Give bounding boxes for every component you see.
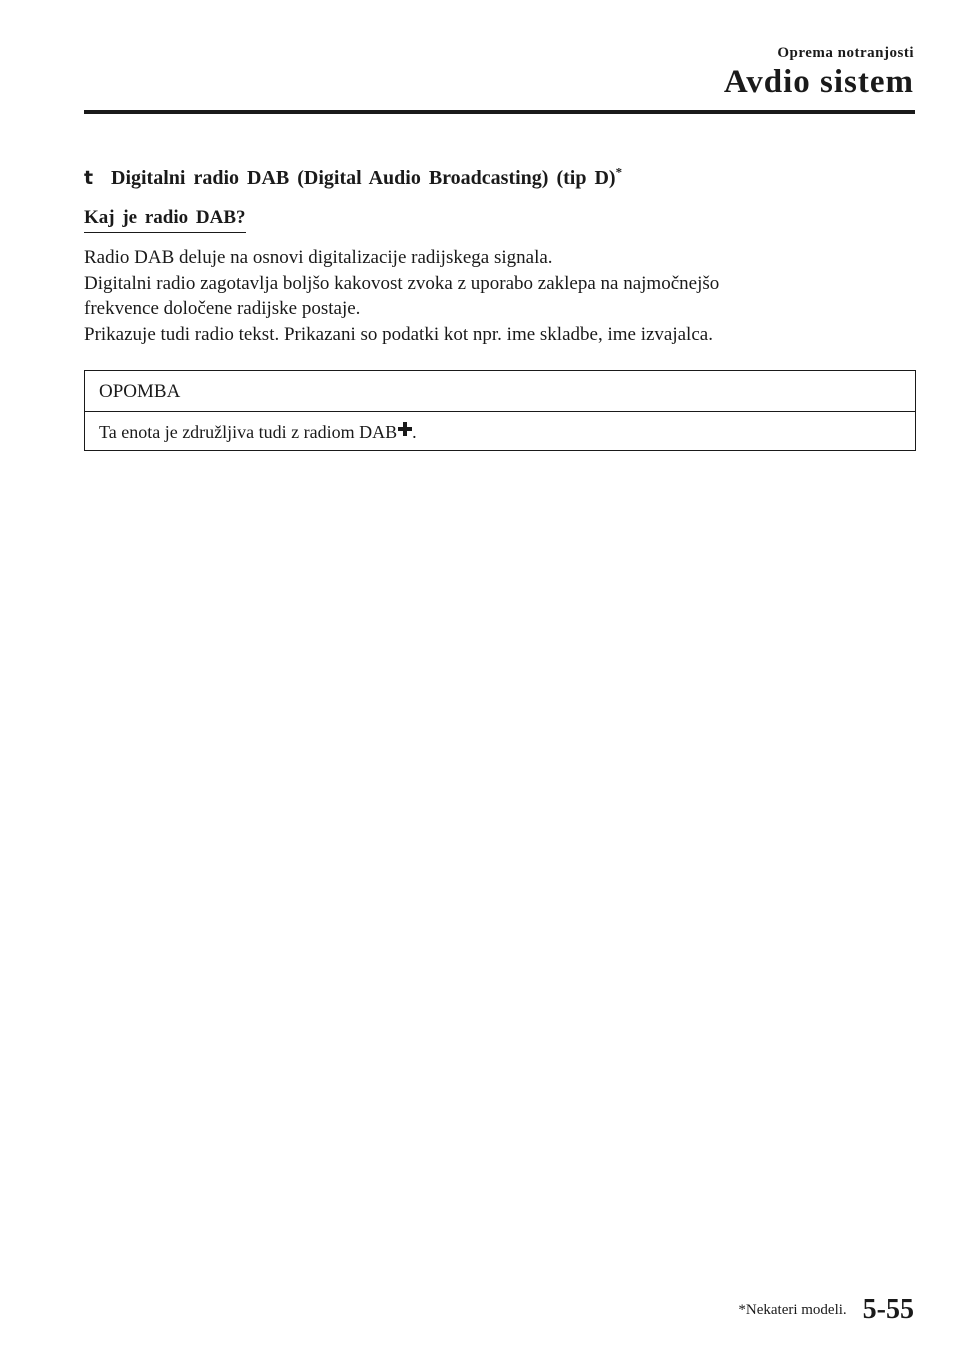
body-line: Digitalni radio zagotavlja boljšo kakovost zvoka z uporabo zaklepa na najmočnejšo <box>84 272 720 294</box>
note-text: Ta enota je združljiva tudi z radiom DAB <box>99 422 398 442</box>
bullet-icon: t <box>84 167 94 189</box>
heading-asterisk: * <box>615 164 623 180</box>
page-number: 5-55 <box>862 1294 914 1325</box>
subheading: Kaj je radio DAB? <box>84 206 246 233</box>
page-footer <box>738 1294 914 1326</box>
section-heading-text: Digitalni radio DAB (Digital Audio Broadcasting) (tip D) <box>111 167 616 189</box>
page-header <box>724 44 914 100</box>
body-line: Radio DAB deluje na osnovi digitalizacije radijskega signala. <box>84 247 553 268</box>
body-line: frekvence določene radijske postaje. <box>84 298 361 319</box>
header-title: Avdio sistem <box>723 64 914 100</box>
note-text-end: . <box>412 422 417 442</box>
dab-plus-icon <box>398 422 412 436</box>
note-body <box>85 412 915 450</box>
footer-note: *Nekateri modeli. <box>738 1302 847 1318</box>
header-rule <box>84 110 915 114</box>
note-box <box>84 370 916 451</box>
body-text <box>84 245 924 347</box>
note-title: OPOMBA <box>85 371 915 412</box>
body-line: Prikazuje tudi radio tekst. Prikazani so podatki kot npr. ime skladbe, ime izvajalca. <box>84 323 713 345</box>
section-heading <box>84 166 622 190</box>
header-section-label: Oprema notranjosti <box>777 45 914 61</box>
